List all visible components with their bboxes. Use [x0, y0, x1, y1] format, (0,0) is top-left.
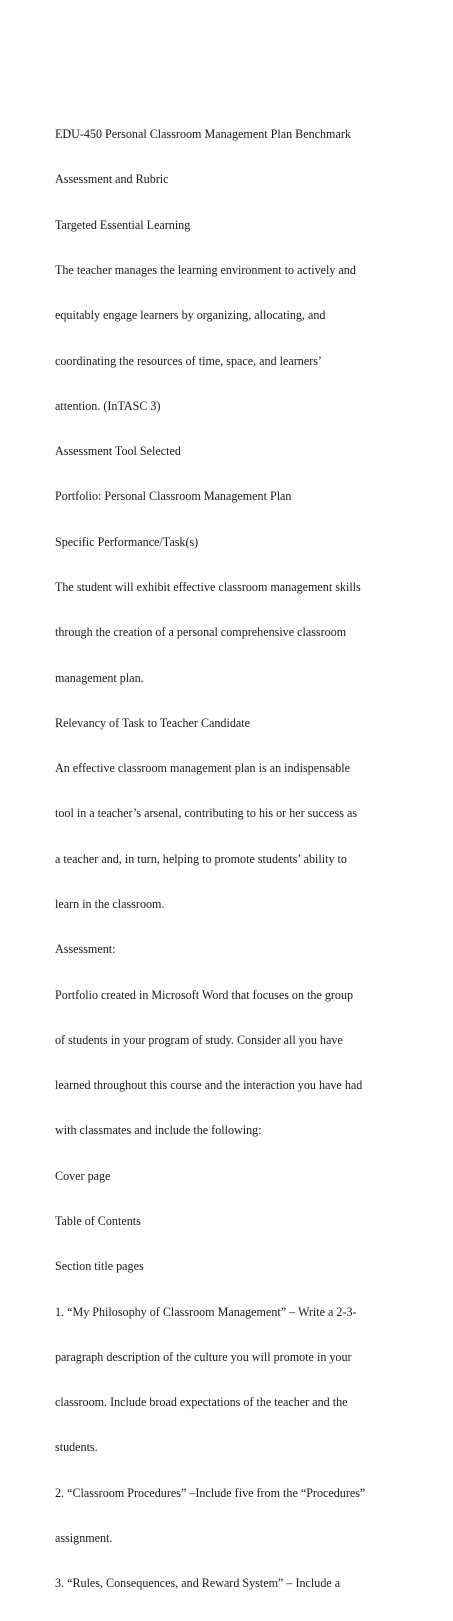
body-text-line: tool in a teacher’s arsenal, contributing to his or her success as: [55, 806, 358, 821]
body-text-line: a teacher and, in turn, helping to promote students’ ability to: [55, 851, 347, 866]
body-text-line: learned throughout this course and the interaction you have had: [55, 1078, 363, 1093]
body-text-line: coordinating the resources of time, space, and learners’: [55, 353, 322, 368]
body-text-line: The teacher manages the learning environment to actively and: [55, 263, 356, 278]
section-heading: Specific Performance/Task(s): [55, 534, 199, 549]
document-title-line: EDU-450 Personal Classroom Management Plan Benchmark: [55, 127, 351, 142]
numbered-item-line: 1. “My Philosophy of Classroom Management” – Write a 2-3-: [55, 1304, 357, 1319]
body-text-line: management plan.: [55, 670, 144, 685]
numbered-item-line: paragraph description of the culture you will promote in your: [55, 1349, 352, 1364]
body-text-line: Portfolio: Personal Classroom Management Plan: [55, 489, 292, 504]
body-text-line: attention. (InTASC 3): [55, 398, 161, 413]
numbered-item-line: 3. “Rules, Consequences, and Reward System” – Include a: [55, 1576, 341, 1591]
section-heading: Assessment Tool Selected: [55, 444, 181, 459]
body-text-line: with classmates and include the following:: [55, 1123, 262, 1138]
list-item: Table of Contents: [55, 1213, 141, 1228]
section-heading: Targeted Essential Learning: [55, 217, 191, 232]
section-heading: Assessment:: [55, 942, 116, 957]
body-text-line: through the creation of a personal comprehensive classroom: [55, 625, 347, 640]
list-item: Cover page: [55, 1168, 111, 1183]
body-text-line: An effective classroom management plan is an indispensable: [55, 761, 350, 776]
section-heading: Relevancy of Task to Teacher Candidate: [55, 715, 250, 730]
body-text-line: Portfolio created in Microsoft Word that focuses on the group: [55, 987, 354, 1002]
list-item: Section title pages: [55, 1259, 144, 1274]
numbered-item-line: assignment.: [55, 1530, 113, 1545]
numbered-item-line: 2. “Classroom Procedures” –Include five from the “Procedures”: [55, 1485, 366, 1500]
body-text-line: of students in your program of study. Consider all you have: [55, 1032, 343, 1047]
document-body: [55, 97, 405, 1621]
body-text-line: The student will exhibit effective classroom management skills: [55, 580, 361, 594]
body-text-line: equitably engage learners by organizing, allocating, and: [55, 308, 326, 323]
body-text-line: learn in the classroom.: [55, 896, 165, 911]
numbered-item-line: classroom. Include broad expectations of the teacher and the: [55, 1395, 348, 1410]
numbered-item-line: students.: [55, 1440, 98, 1455]
document-title-line: Assessment and Rubric: [55, 172, 169, 187]
